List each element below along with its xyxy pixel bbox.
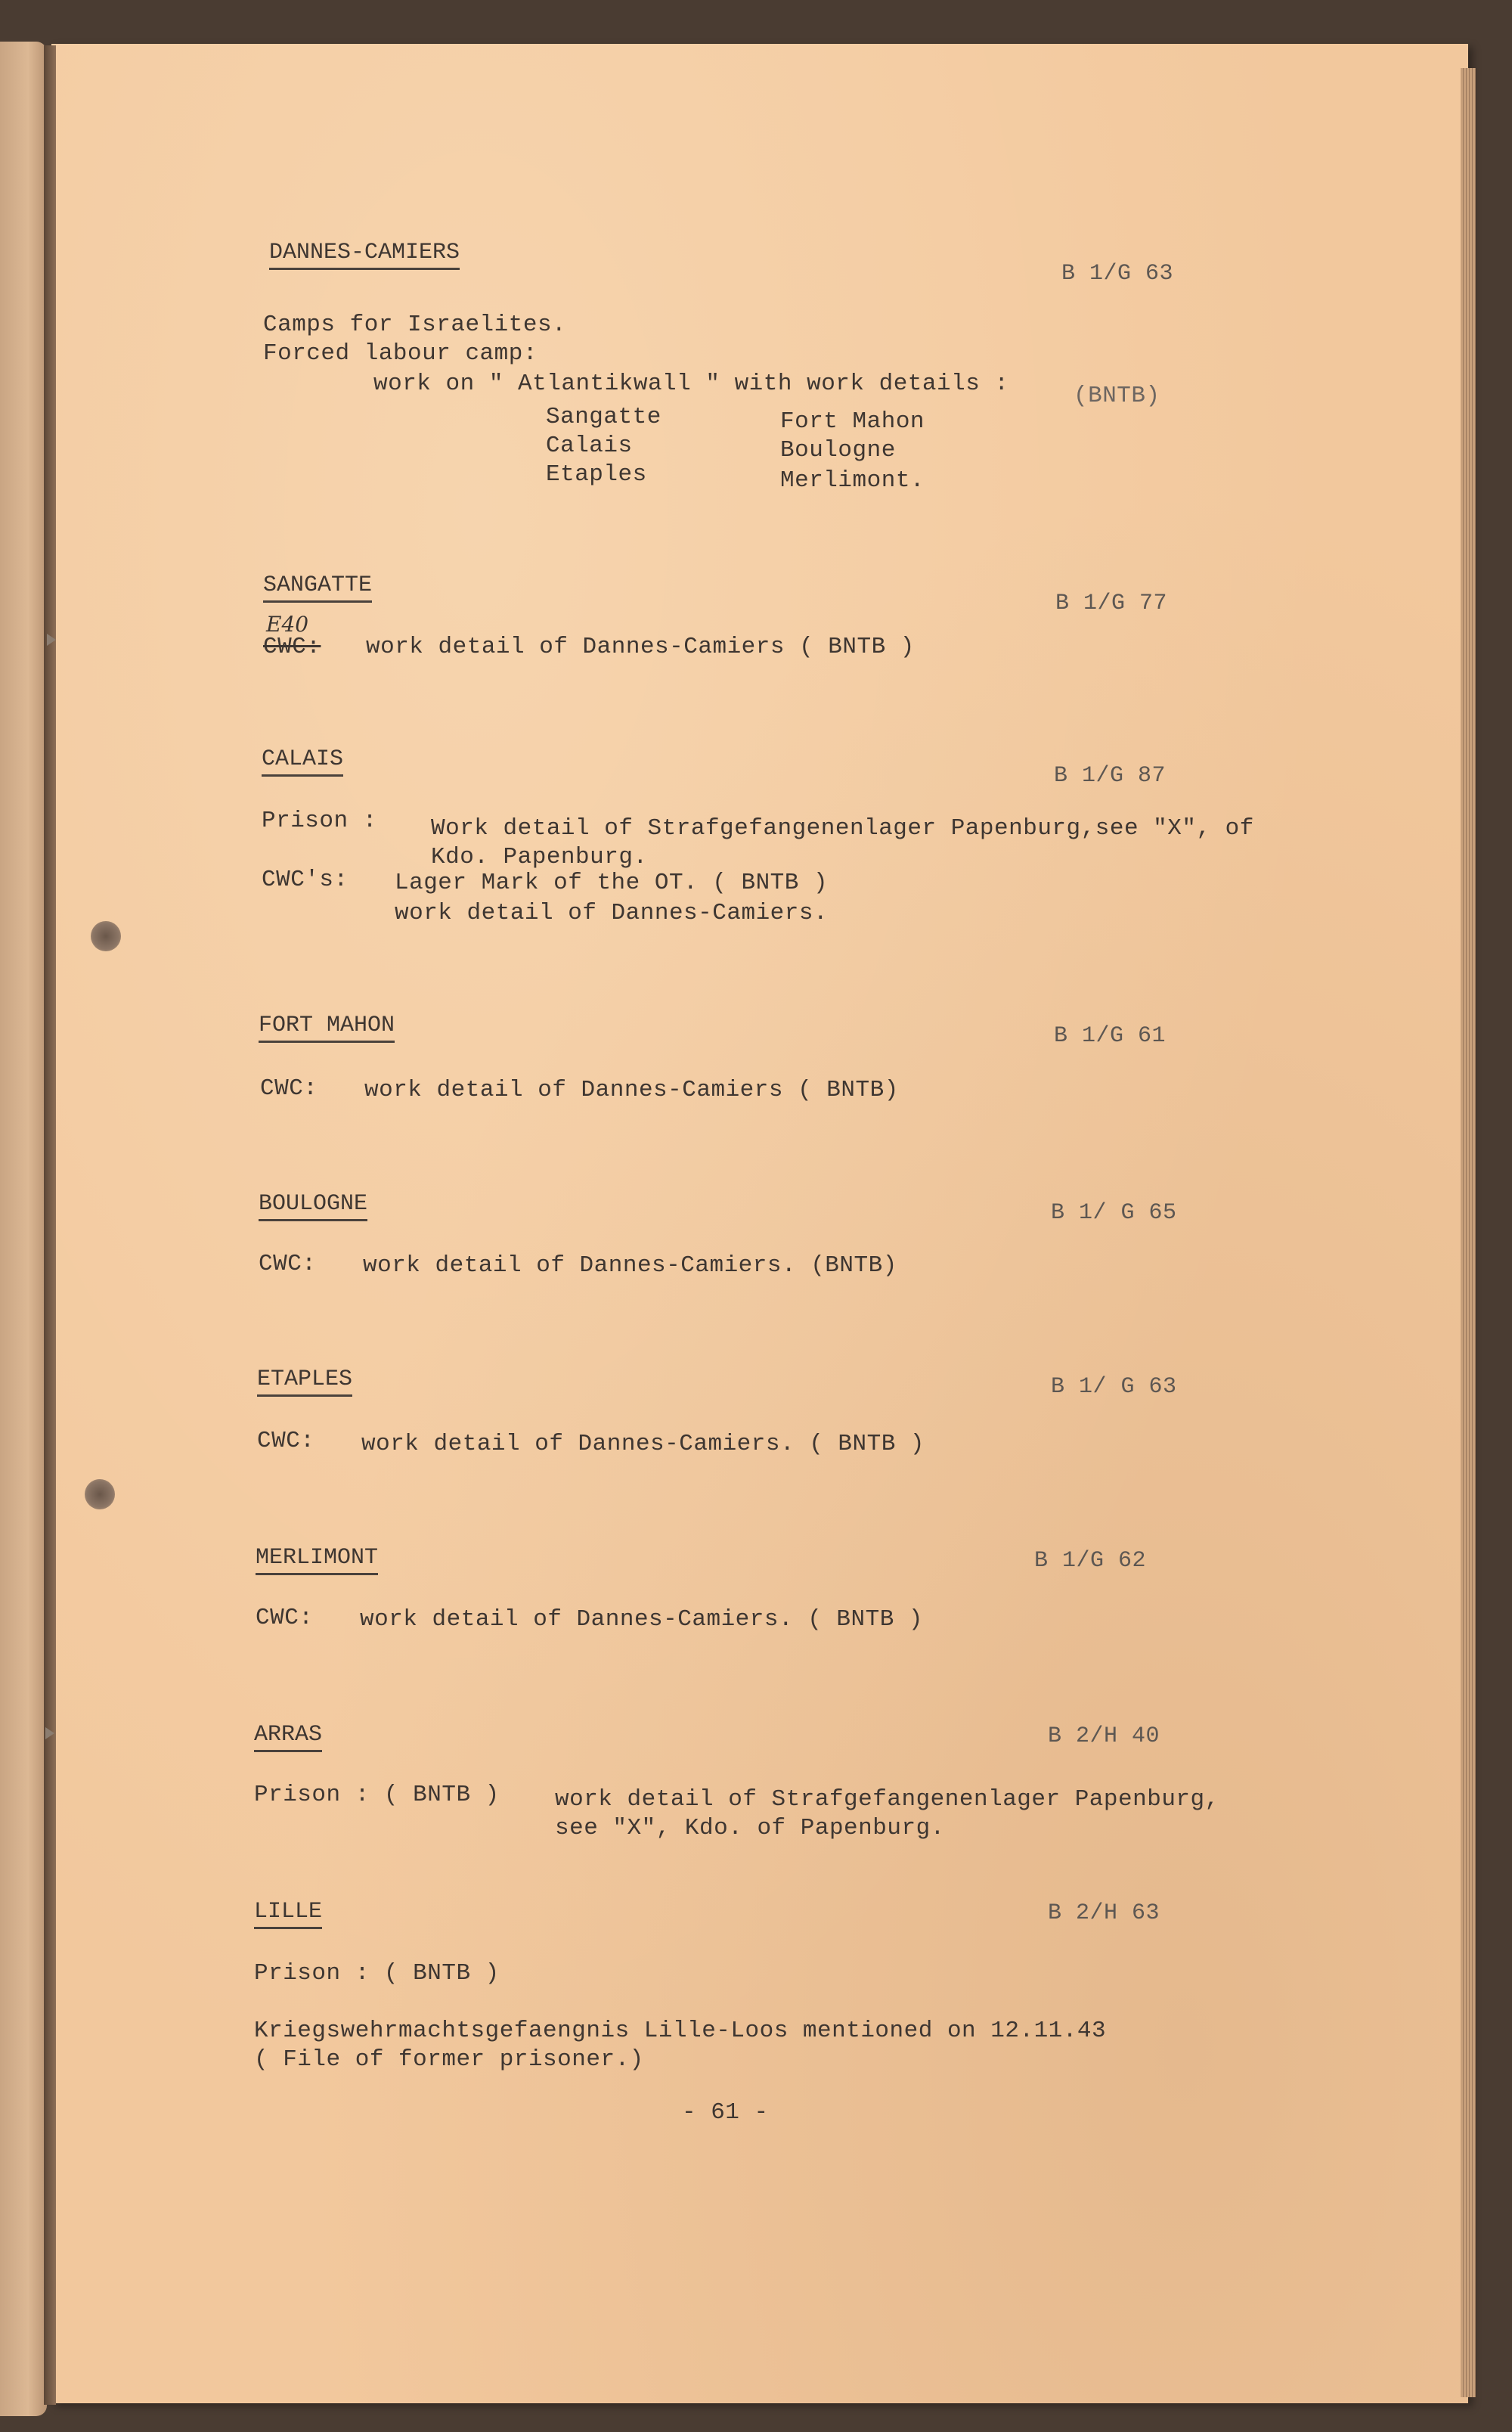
- struck-label: CWC:: [263, 634, 321, 660]
- page-tab-marker: [45, 1727, 54, 1739]
- text-line: work detail of Dannes-Camiers. ( BNTB ): [360, 1606, 924, 1633]
- reference-code: B 2/H 63: [1048, 1900, 1160, 1926]
- prison-label: Prison : ( BNTB ): [254, 1782, 500, 1808]
- text-line: (BNTB): [1074, 383, 1160, 409]
- cwc-label: CWC:: [257, 1428, 315, 1454]
- section-heading-merlimont: MERLIMONT: [256, 1544, 378, 1575]
- page-tab-marker: [47, 634, 56, 646]
- text-line: work on " Atlantikwall " with work details :: [373, 371, 1009, 397]
- section-heading-sangatte: SANGATTE: [263, 572, 372, 603]
- section-heading-fort-mahon: FORT MAHON: [259, 1012, 395, 1043]
- reference-code: B 1/ G 63: [1051, 1374, 1177, 1400]
- section-heading-calais: CALAIS: [262, 746, 343, 777]
- left-page-edge: [0, 42, 47, 2416]
- text-line: Kdo. Papenburg.: [431, 844, 648, 870]
- binding-gutter: [44, 45, 56, 2405]
- text-line: Kriegswehrmachtsgefaengnis Lille-Loos mentioned on 12.11.43: [254, 2018, 1107, 2044]
- work-detail-location: Calais: [546, 433, 633, 459]
- cwc-label: CWC:: [260, 1075, 318, 1102]
- section-heading-dannes-camiers: DANNES-CAMIERS: [269, 239, 460, 270]
- prison-label: Prison :: [262, 808, 377, 834]
- section-heading-etaples: ETAPLES: [257, 1366, 352, 1397]
- text-line: see "X", Kdo. of Papenburg.: [555, 1815, 945, 1841]
- section-heading-boulogne: BOULOGNE: [259, 1190, 367, 1221]
- prison-label: Prison : ( BNTB ): [254, 1960, 500, 1987]
- text-line: Lager Mark of the OT. ( BNTB ): [395, 870, 829, 896]
- reference-code: B 1/ G 65: [1051, 1200, 1177, 1226]
- text-line: work detail of Dannes-Camiers. (BNTB): [363, 1252, 897, 1279]
- work-detail-location: Fort Mahon: [780, 408, 925, 435]
- text-line: work detail of Strafgefangenenlager Papenburg,: [555, 1786, 1219, 1813]
- punch-hole: [85, 1479, 115, 1509]
- cwc-label: CWC's:: [262, 867, 349, 893]
- reference-code: B 1/G 61: [1054, 1023, 1167, 1049]
- reference-code: B 1/G 62: [1034, 1548, 1147, 1574]
- cwc-label: CWC:: [259, 1251, 317, 1277]
- work-detail-location: Merlimont.: [780, 467, 925, 494]
- reference-code: B 1/G 87: [1054, 763, 1167, 789]
- text-line: Camps for Israelites.: [263, 312, 567, 338]
- reference-code: B 1/G 77: [1055, 591, 1168, 616]
- text-line: work detail of Dannes-Camiers ( BNTB ): [366, 634, 915, 660]
- section-heading-lille: LILLE: [254, 1898, 322, 1929]
- text-line: Work detail of Strafgefangenenlager Papenburg,see "X", of: [431, 815, 1254, 842]
- text-line: work detail of Dannes-Camiers ( BNTB): [364, 1077, 899, 1103]
- work-detail-location: Etaples: [546, 461, 647, 488]
- work-detail-location: Boulogne: [780, 437, 896, 464]
- cwc-label: CWC:: [256, 1605, 314, 1631]
- reference-code: B 2/H 40: [1048, 1723, 1160, 1749]
- section-heading-arras: ARRAS: [254, 1721, 322, 1752]
- punch-hole: [91, 921, 121, 951]
- text-line: Forced labour camp:: [263, 340, 538, 367]
- text-line: work detail of Dannes-Camiers. ( BNTB ): [361, 1431, 925, 1457]
- text-line: ( File of former prisoner.): [254, 2046, 644, 2073]
- handwritten-annotation: E40: [266, 612, 309, 637]
- work-detail-location: Sangatte: [546, 404, 662, 430]
- text-line: work detail of Dannes-Camiers.: [395, 900, 829, 926]
- reference-code: B 1/G 63: [1061, 261, 1174, 287]
- right-page-edges: [1461, 68, 1476, 2397]
- page-number: - 61 -: [682, 2099, 769, 2126]
